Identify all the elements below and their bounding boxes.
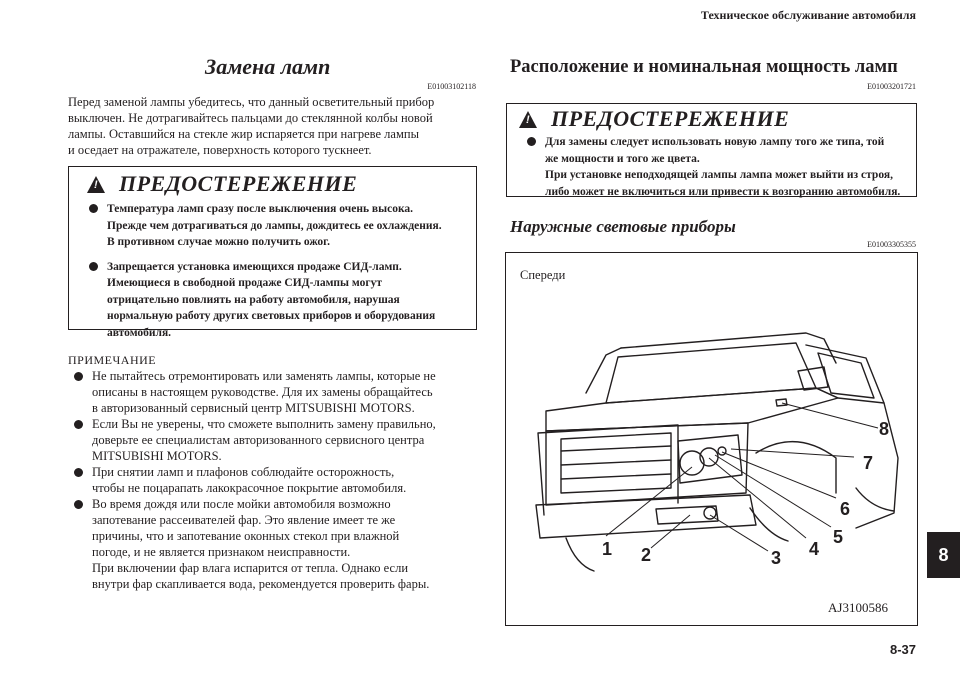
warning-line: Имеющиеся в свободной продаже СИД-лампы могут — [107, 277, 382, 289]
note-line: Во время дождя или после мойки автомобиля возможно — [92, 497, 391, 511]
warning-heading-text: ПРЕДОСТЕРЕЖЕНИЕ — [551, 106, 790, 131]
note-line: описаны в настоящем руководстве. Для их замены обращайтесь — [92, 385, 433, 399]
callout-5: 5 — [833, 527, 844, 547]
callout-3: 3 — [771, 548, 782, 568]
subsection-code: E01003305355 — [867, 240, 916, 249]
note-line: MITSUBISHI MOTORS. — [92, 449, 222, 463]
warning-triangle-icon — [87, 176, 105, 193]
chapter-tab: 8 — [927, 532, 960, 578]
note-line: Не пытайтесь отремонтировать или заменять лампы, которые не — [92, 369, 436, 383]
warning-item — [89, 201, 469, 251]
note-item — [68, 464, 488, 496]
warning-line: Для замены следует использовать новую лампу того же типа, той — [545, 136, 885, 148]
section-code: E01003201721 — [867, 82, 916, 91]
warning-item — [527, 134, 931, 200]
note-line: в авторизованный сервисный центр MITSUBISHI MOTORS. — [92, 401, 415, 415]
warning-list — [89, 201, 469, 341]
running-header — [701, 8, 916, 23]
figure-label: Спереди — [520, 268, 566, 282]
callout-7: 7 — [863, 453, 874, 473]
warning-line: либо может не включиться или привести к возгоранию автомобиля. — [545, 185, 901, 198]
note-item — [68, 496, 488, 592]
note-line: При снятии ламп и плафонов соблюдайте осторожность, — [92, 465, 395, 479]
warning-heading — [519, 106, 789, 132]
warning-box-right — [506, 103, 917, 197]
section-title-bulb-locations: Расположение и номинальная мощность ламп — [510, 57, 898, 77]
header-title: Техническое обслуживание автомобиля — [700, 8, 916, 22]
callout-2: 2 — [641, 545, 652, 565]
bullet-icon — [74, 420, 83, 429]
warning-line: автомобиля. — [107, 326, 172, 339]
subsection-title-exterior-lights: Наружные световые приборы — [510, 217, 736, 236]
warning-item — [89, 259, 469, 342]
note-line: доверьте ее специалистам авторизованного сервисного центра — [92, 433, 425, 447]
vehicle-front-illustration — [506, 253, 917, 625]
bullet-icon — [74, 500, 83, 509]
warning-heading-text: ПРЕДОСТЕРЕЖЕНИЕ — [119, 171, 358, 196]
warning-line: же мощности и того же цвета. — [545, 152, 700, 165]
warning-line: При установке неподходящей лампы лампа может выйти из строя, — [545, 169, 893, 181]
warning-line: отрицательно повлиять на работу автомобиля, нарушая — [107, 293, 400, 306]
warning-box-left — [68, 166, 477, 339]
callout-6: 6 — [840, 499, 851, 519]
callout-1: 1 — [602, 539, 613, 559]
warning-line: нормальную работу других световых приборов и оборудования — [107, 310, 436, 322]
intro-paragraph — [68, 94, 488, 158]
warning-line: Прежде чем дотрагиваться до лампы, дождитесь ее охлаждения. — [107, 219, 442, 232]
bullet-icon — [89, 204, 98, 213]
note-line: При включении фар влага испарится от тепла. Однако если — [92, 561, 409, 575]
front-lights-figure — [505, 252, 918, 626]
warning-line: В противном случае можно получить ожог. — [107, 236, 330, 248]
note-block — [68, 352, 488, 592]
bullet-icon — [527, 137, 536, 146]
warning-line: Запрещается установка имеющихся продаже СИД-ламп. — [107, 260, 402, 273]
note-line: чтобы не поцарапать лакокрасочное покрытие автомобиля. — [92, 481, 407, 495]
intro-line: Перед заменой лампы убедитесь, что данный осветительный прибор — [68, 95, 435, 109]
note-heading: ПРИМЕЧАНИЕ — [68, 353, 157, 367]
intro-line: и оседает на отражателе, поверхность которого тускнеет. — [68, 143, 372, 157]
bullet-icon — [74, 468, 83, 477]
note-item — [68, 416, 488, 464]
section-code: E01003102118 — [427, 82, 476, 91]
callout-8: 8 — [879, 419, 890, 439]
page-number: 8-37 — [889, 642, 916, 657]
note-line: погоде, и не является признаком неисправности. — [92, 545, 351, 559]
section-title-bulb-replacement: Замена ламп — [205, 54, 331, 79]
figure-id: AJ3100586 — [828, 600, 888, 615]
warning-heading — [87, 171, 357, 197]
note-line: причины, что и запотевание оконных стекол при влажной — [92, 529, 400, 543]
intro-line: лампы. Оставшийся на стекле жир испаряется при нагреве лампы — [68, 127, 419, 141]
callout-4: 4 — [809, 539, 820, 559]
bullet-icon — [74, 372, 83, 381]
warning-line: Температура ламп сразу после выключения очень высока. — [107, 203, 414, 215]
note-line: запотевание рассеивателей фар. Это явление имеет те же — [92, 513, 396, 527]
note-item — [68, 368, 488, 416]
note-line: внутри фар скапливается вода, рекомендуется проверить фары. — [92, 577, 430, 591]
note-line: Если Вы не уверены, что сможете выполнить замену правильно, — [92, 417, 436, 431]
intro-line: выключен. Не дотрагивайтесь пальцами до стеклянной колбы новой — [68, 111, 433, 125]
bullet-icon — [89, 262, 98, 271]
warning-triangle-icon — [519, 111, 537, 128]
